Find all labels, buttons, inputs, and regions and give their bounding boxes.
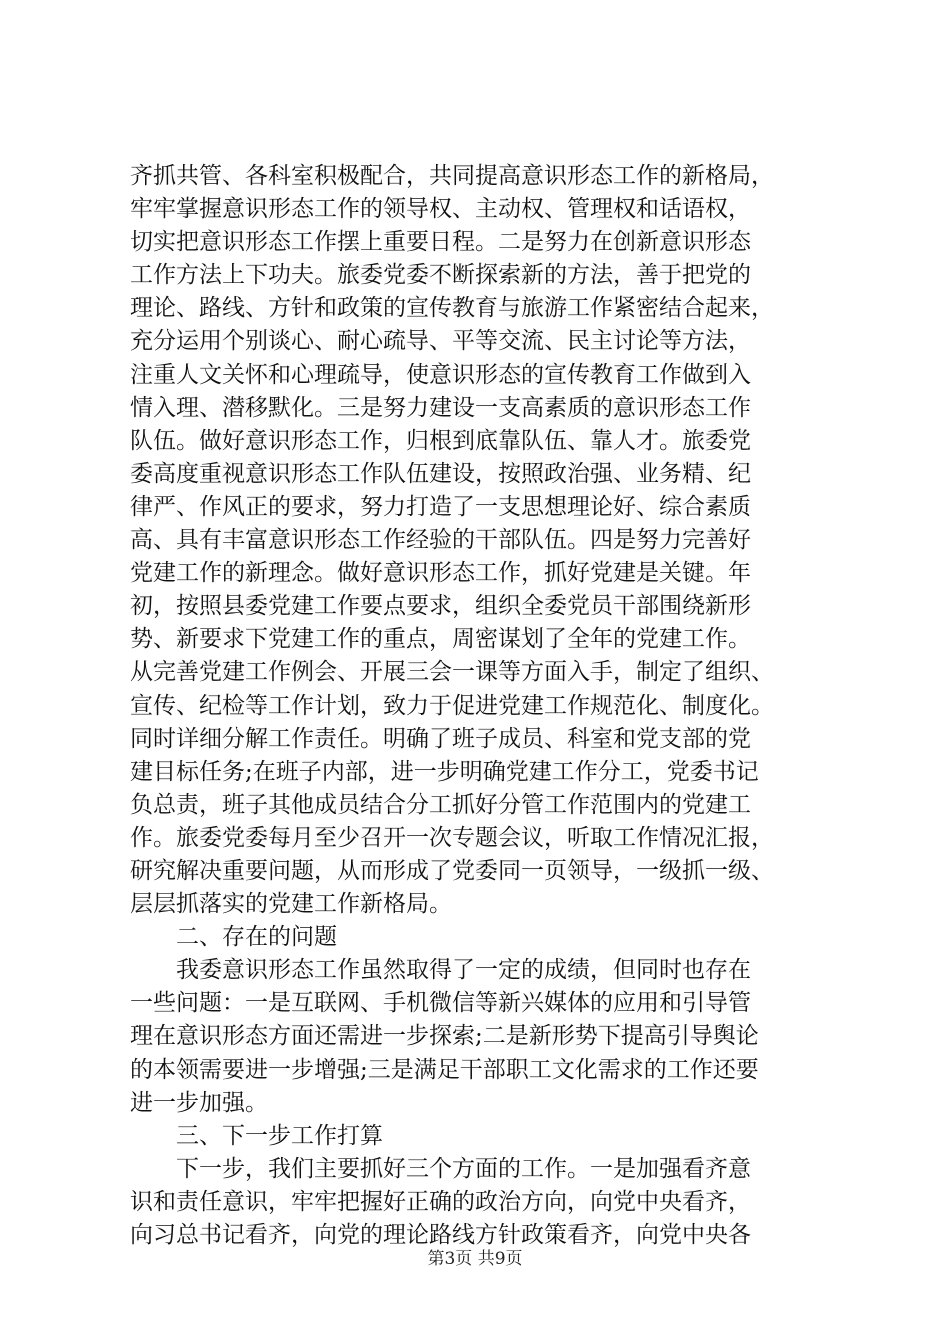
text-line: 理论、路线、方针和政策的宣传教育与旅游工作紧密结合起来， bbox=[130, 295, 774, 322]
text-line: 识和责任意识，牢牢把握好正确的政治方向，向党中央看齐， bbox=[130, 1188, 751, 1215]
text-line: 我委意识形态工作虽然取得了一定的成绩，但同时也存在 bbox=[176, 957, 751, 984]
text-line: 进一步加强。 bbox=[130, 1089, 268, 1116]
section-heading: 二、存在的问题 bbox=[176, 924, 337, 951]
text-line: 向习总书记看齐，向党的理论路线方针政策看齐，向党中央各 bbox=[130, 1222, 751, 1248]
text-line: 情入理、潜移默化。三是努力建设一支高素质的意识形态工作 bbox=[130, 394, 751, 421]
text-line: 充分运用个别谈心、耐心疏导、平等交流、民主讨论等方法， bbox=[130, 328, 751, 355]
text-line: 负总责，班子其他成员结合分工抓好分管工作范围内的党建工 bbox=[130, 791, 751, 818]
text-line: 的本领需要进一步增强;三是满足干部职工文化需求的工作还要 bbox=[130, 1056, 759, 1083]
document-body bbox=[130, 160, 850, 1252]
text-line: 切实把意识形态工作摆上重要日程。二是努力在创新意识形态 bbox=[130, 229, 751, 256]
text-line: 初，按照县委党建工作要点要求，组织全委党员干部围绕新形 bbox=[130, 593, 751, 620]
text-line: 理在意识形态方面还需进一步探索;二是新形势下提高引导舆论 bbox=[130, 1023, 759, 1050]
text-line: 同时详细分解工作责任。明确了班子成员、科室和党支部的党 bbox=[130, 725, 751, 752]
text-line: 从完善党建工作例会、开展三会一课等方面入手，制定了组织、 bbox=[130, 659, 774, 686]
text-line: 研究解决重要问题，从而形成了党委同一页领导，一级抓一级、 bbox=[130, 857, 774, 884]
text-line: 齐抓共管、各科室积极配合，共同提高意识形态工作的新格局， bbox=[130, 163, 774, 189]
text-line: 委高度重视意识形态工作队伍建设，按照政治强、业务精、纪 bbox=[130, 460, 751, 487]
text-line: 党建工作的新理念。做好意识形态工作，抓好党建是关键。年 bbox=[130, 560, 751, 587]
text-line: 队伍。做好意识形态工作，归根到底靠队伍、靠人才。旅委党 bbox=[130, 427, 751, 454]
section-heading: 三、下一步工作打算 bbox=[176, 1122, 383, 1149]
text-line: 注重人文关怀和心理疏导，使意识形态的宣传教育工作做到入 bbox=[130, 361, 751, 388]
text-line: 作。旅委党委每月至少召开一次专题会议，听取工作情况汇报， bbox=[130, 824, 774, 851]
page-footer: 第3页 共9页 bbox=[427, 1249, 523, 1269]
text-line: 宣传、纪检等工作计划，致力于促进党建工作规范化、制度化。 bbox=[130, 692, 774, 719]
text-line: 牢牢掌握意识形态工作的领导权、主动权、管理权和话语权， bbox=[130, 196, 751, 223]
text-line: 下一步，我们主要抓好三个方面的工作。一是加强看齐意 bbox=[176, 1155, 751, 1182]
text-line: 一些问题：一是互联网、手机微信等新兴媒体的应用和引导管 bbox=[130, 990, 751, 1017]
text-line: 建目标任务;在班子内部，进一步明确党建工作分工，党委书记 bbox=[130, 758, 759, 785]
text-line: 层层抓落实的党建工作新格局。 bbox=[130, 891, 452, 918]
text-line: 工作方法上下功夫。旅委党委不断探索新的方法，善于把党的 bbox=[130, 262, 751, 289]
text-line: 律严、作风正的要求，努力打造了一支思想理论好、综合素质 bbox=[130, 493, 751, 520]
text-line: 势、新要求下党建工作的重点，周密谋划了全年的党建工作。 bbox=[130, 626, 751, 653]
text-line: 高、具有丰富意识形态工作经验的干部队伍。四是努力完善好 bbox=[130, 527, 751, 554]
